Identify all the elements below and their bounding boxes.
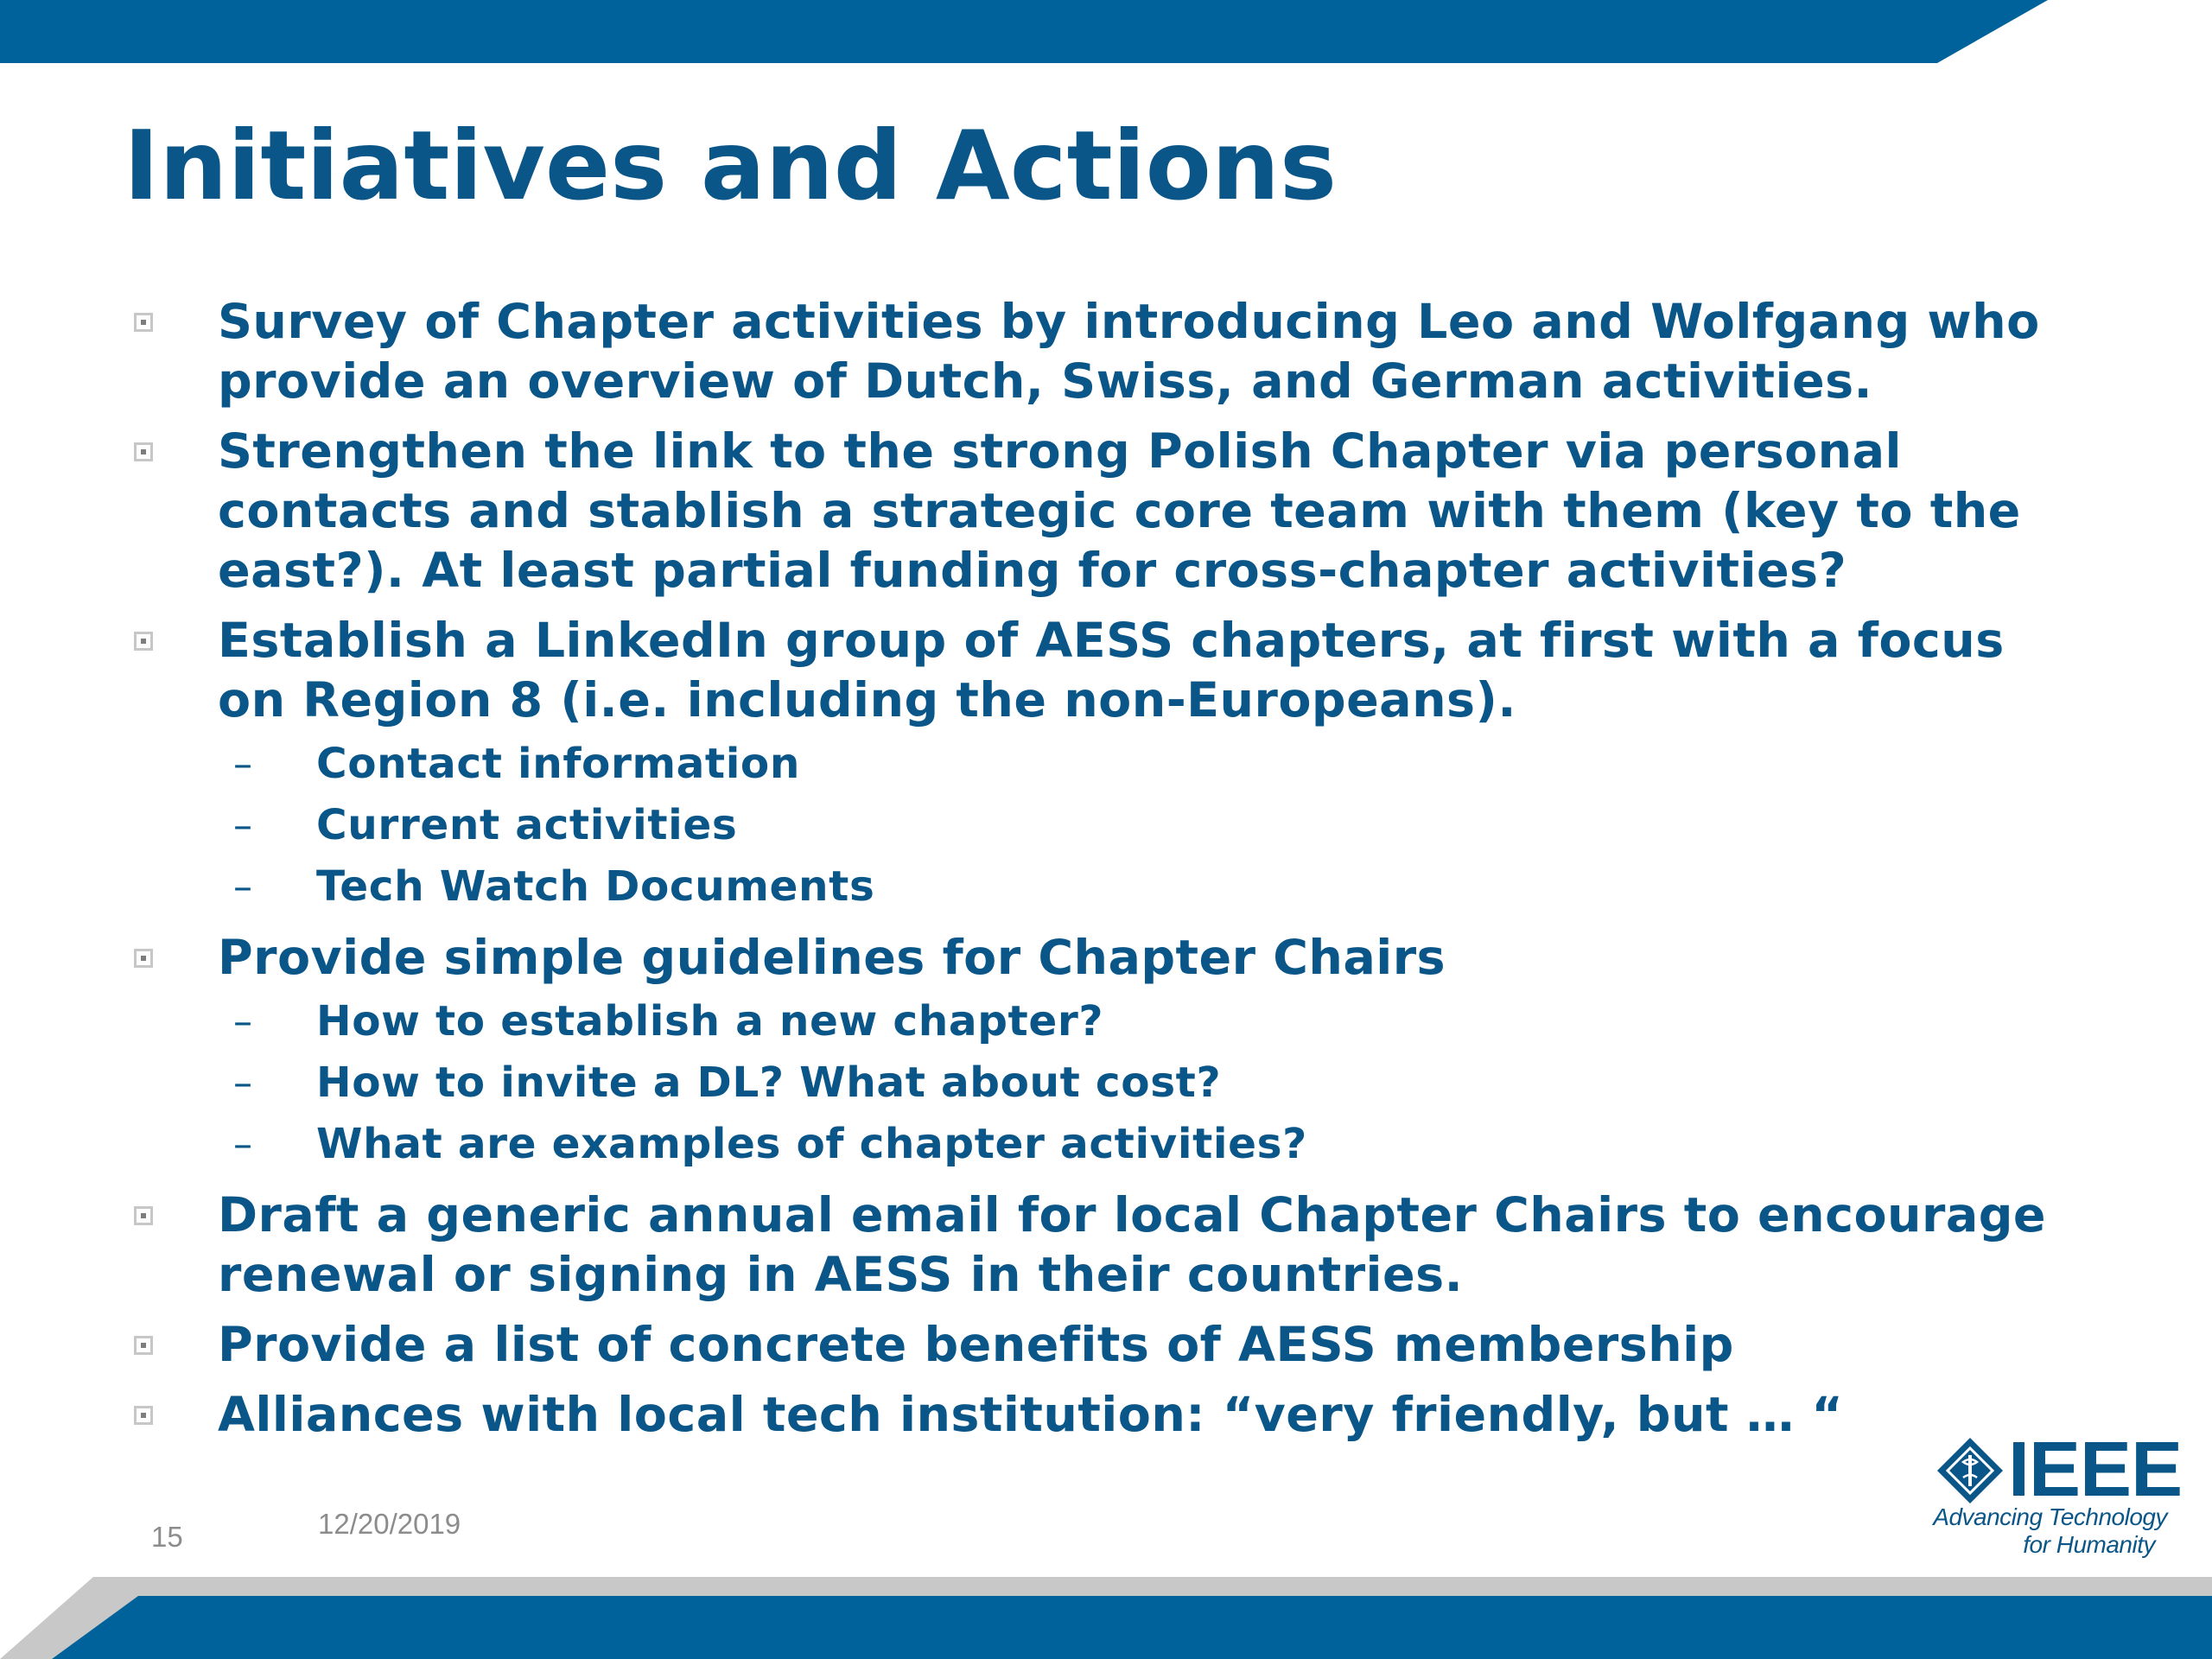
- ieee-diamond-icon: [1936, 1436, 2005, 1505]
- sub-bullet-item: [218, 856, 2082, 918]
- bullet-item: [130, 1185, 2082, 1305]
- slide-date: 12/20/2019: [318, 1508, 461, 1540]
- sub-bullet-text: How to invite a DL? What about cost?: [316, 1058, 1222, 1107]
- bullet-text: Alliances with local tech institution: “very friendly, but … “: [218, 1387, 1844, 1443]
- ieee-logo: [1929, 1427, 2183, 1561]
- sub-bullet-list: [218, 991, 2082, 1175]
- dash-bullet-icon: –: [233, 1061, 253, 1105]
- logo-tagline-line2: for Humanity: [2023, 1531, 2155, 1558]
- ieee-wordmark: IEEE: [2008, 1427, 2183, 1513]
- bullet-item: [130, 611, 2082, 918]
- logo-tagline-line1: Advancing Technology: [1933, 1503, 2167, 1530]
- square-bullet-icon: [134, 1206, 153, 1225]
- top-header-band: [0, 0, 2212, 69]
- sub-bullet-item: [218, 795, 2082, 856]
- bullet-item: [130, 928, 2082, 1175]
- square-bullet-icon: [134, 1336, 153, 1355]
- bullet-text: Draft a generic annual email for local Chapter Chairs to encourage renewal or signing in AESS in their countries.: [218, 1187, 2046, 1303]
- dash-bullet-icon: –: [233, 1122, 253, 1166]
- dash-bullet-icon: –: [233, 804, 253, 848]
- square-bullet-icon: [134, 1406, 153, 1425]
- sub-bullet-text: How to establish a new chapter?: [316, 997, 1104, 1046]
- sub-bullet-item: [218, 991, 2082, 1052]
- page-number: 15: [151, 1521, 183, 1553]
- sub-bullet-text: Current activities: [316, 801, 738, 849]
- sub-bullet-text: Tech Watch Documents: [316, 862, 875, 911]
- bullet-text: Provide simple guidelines for Chapter Chairs: [218, 930, 1446, 986]
- bullet-list: [130, 292, 2082, 1455]
- square-bullet-icon: [134, 313, 153, 332]
- slide-title: Initiatives and Actions: [124, 111, 1338, 222]
- bullet-text: Survey of Chapter activities by introducing Leo and Wolfgang who provide an overview of Dutch, Swiss, and German activities.: [218, 294, 2040, 410]
- square-bullet-icon: [134, 632, 153, 651]
- dash-bullet-icon: –: [233, 1000, 253, 1044]
- bullet-text: Provide a list of concrete benefits of AESS membership: [218, 1317, 1734, 1373]
- bullet-text: Strengthen the link to the strong Polish Chapter via personal contacts and stablish a strategic core team with them (key to the east?). At least partial funding for cross-chapter activities?: [218, 423, 2021, 599]
- bottom-footer-band: [0, 1577, 2212, 1659]
- sub-bullet-text: Contact information: [316, 740, 800, 788]
- bullet-item: [130, 292, 2082, 411]
- bullet-item: [130, 1385, 2082, 1445]
- bullet-text: Establish a LinkedIn group of AESS chapters, at first with a focus on Region 8 (i.e. including the non-Europeans).: [218, 613, 2005, 728]
- sub-bullet-item: [218, 1052, 2082, 1114]
- sub-bullet-item: [218, 1114, 2082, 1175]
- dash-bullet-icon: –: [233, 865, 253, 909]
- dash-bullet-icon: –: [233, 742, 253, 786]
- bullet-item: [130, 422, 2082, 601]
- sub-bullet-list: [218, 734, 2082, 918]
- square-bullet-icon: [134, 949, 153, 968]
- bullet-item: [130, 1315, 2082, 1375]
- sub-bullet-text: What are examples of chapter activities?: [316, 1120, 1307, 1168]
- square-bullet-icon: [134, 442, 153, 461]
- sub-bullet-item: [218, 734, 2082, 795]
